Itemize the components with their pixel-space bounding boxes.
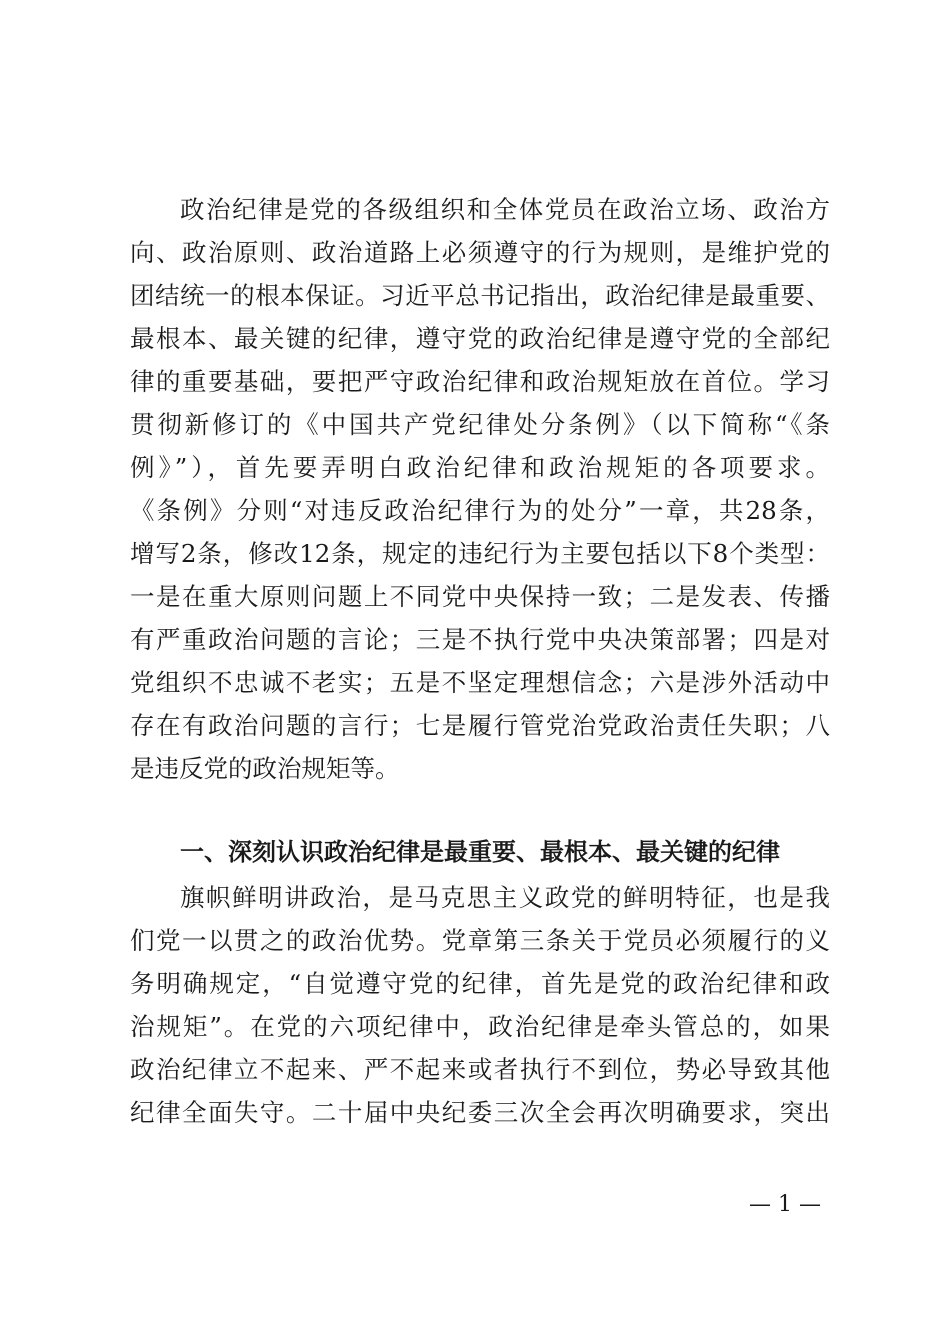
paragraph-1-line-11: 有严重政治问题的言论；三是不执行党中央决策部署；四是对	[130, 625, 830, 654]
paragraph-1-line-5: 律的重要基础，要把严守政治纪律和政治规矩放在首位。学习	[130, 367, 830, 396]
paragraph-1-line-14: 是违反党的政治规矩等。	[130, 754, 400, 783]
paragraph-1-line-1: 政治纪律是党的各级组织和全体党员在政治立场、政治方	[180, 195, 830, 224]
paragraph-2-line-6: 纪律全面失守。二十届中央纪委三次全会再次明确要求，突出	[130, 1098, 830, 1127]
paragraph-1-line-2: 向、政治原则、政治道路上必须遵守的行为规则，是维护党的	[130, 238, 830, 267]
paragraph-2-line-2: 们党一以贯之的政治优势。党章第三条关于党员必须履行的义	[130, 926, 830, 955]
page-number: — 1 —	[749, 1192, 821, 1217]
paragraph-2-line-5: 政治纪律立不起来、严不起来或者执行不到位，势必导致其他	[130, 1055, 830, 1084]
paragraph-1-line-4: 最根本、最关键的纪律，遵守党的政治纪律是遵守党的全部纪	[130, 324, 830, 353]
paragraph-2-line-4: 治规矩”。在党的六项纪律中，政治纪律是牵头管总的，如果	[130, 1012, 830, 1041]
paragraph-1-line-7: 例》”），首先要弄明白政治纪律和政治规矩的各项要求。	[130, 453, 830, 482]
paragraph-2-line-1: 旗帜鲜明讲政治，是马克思主义政党的鲜明特征，也是我	[180, 883, 830, 912]
paragraph-1-line-9: 增写2条，修改12条，规定的违纪行为主要包括以下8个类型：	[130, 539, 830, 568]
paragraph-2-line-3: 务明确规定，“自觉遵守党的纪律，首先是党的政治纪律和政	[130, 969, 830, 998]
paragraph-1-line-6: 贯彻新修订的《中国共产党纪律处分条例》（以下简称“《条	[130, 410, 830, 439]
paragraph-1-line-10: 一是在重大原则问题上不同党中央保持一致；二是发表、传播	[130, 582, 830, 611]
paragraph-1-line-12: 党组织不忠诚不老实；五是不坚定理想信念；六是涉外活动中	[130, 668, 830, 697]
section-heading: 一、深刻认识政治纪律是最重要、最根本、最关键的纪律	[180, 838, 780, 866]
paragraph-1-line-3: 团结统一的根本保证。习近平总书记指出，政治纪律是最重要、	[130, 281, 830, 310]
paragraph-1-line-13: 存在有政治问题的言行；七是履行管党治党政治责任失职；八	[130, 711, 830, 740]
paragraph-1-line-8: 《条例》分则“对违反政治纪律行为的处分”一章，共28条，	[130, 496, 830, 525]
